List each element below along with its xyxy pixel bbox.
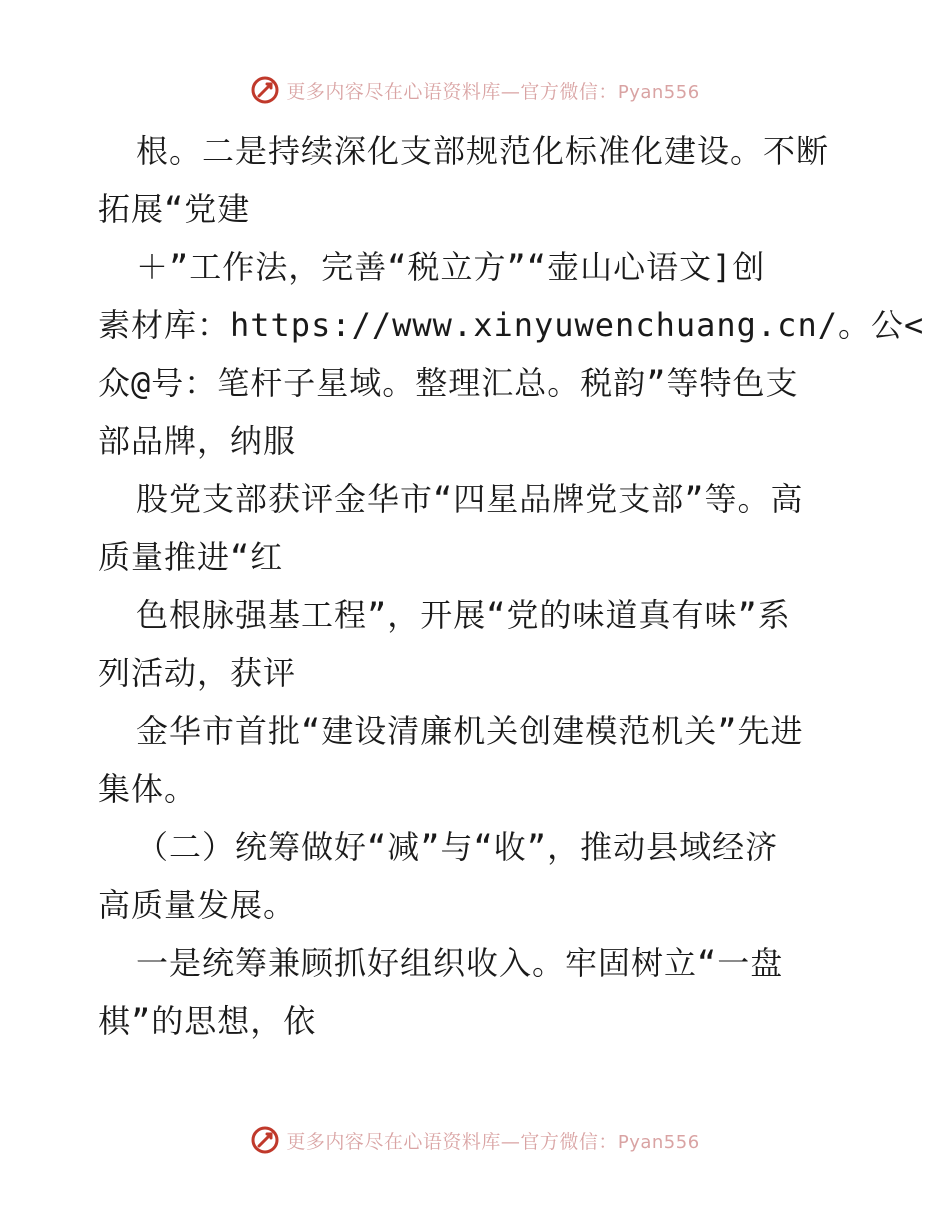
body-line: 股党支部获评金华市“四星品牌党支部”等。高 <box>136 480 804 518</box>
watermark-text: 更多内容尽在心语资料库—官方微信：Pyan556 <box>286 80 700 103</box>
body-line: 根。二是持续深化支部规范化标准化建设。不断 <box>136 132 830 170</box>
body-line: 众@号：笔杆子星域。整理汇总。税韵”等特色支 <box>98 364 799 402</box>
body-line: 素材库：https://www.xinyuwenchuang.cn/。公< <box>98 306 925 344</box>
body-line: 色根脉强基工程”，开展“党的味道真有味”系 <box>136 596 791 634</box>
body-line: 金华市首批“建设清廉机关创建模范机关”先进 <box>136 712 804 750</box>
document-body <box>98 122 925 1050</box>
body-line: ＋”工作法，完善“税立方”“壶山心语文]创 <box>136 248 766 286</box>
watermark-footer <box>0 1120 950 1160</box>
body-line: 一是统筹兼顾抓好组织收入。牢固树立“一盘 <box>136 944 784 982</box>
body-line: 质量推进“红 <box>98 538 284 576</box>
body-line: 棋”的思想，依 <box>98 1002 317 1040</box>
watermark-header <box>0 70 950 110</box>
logo-icon <box>250 75 280 105</box>
body-line: 部品牌，纳服 <box>98 422 297 460</box>
watermark-text: 更多内容尽在心语资料库—官方微信：Pyan556 <box>286 1130 700 1153</box>
body-line: 拓展“党建 <box>98 190 251 228</box>
body-line: 高质量发展。 <box>98 886 297 924</box>
body-line: 集体。 <box>98 770 198 808</box>
body-line: 列活动，获评 <box>98 654 297 692</box>
body-line: （二）统筹做好“减”与“收”，推动县域经济 <box>136 828 779 866</box>
logo-icon <box>250 1125 280 1155</box>
